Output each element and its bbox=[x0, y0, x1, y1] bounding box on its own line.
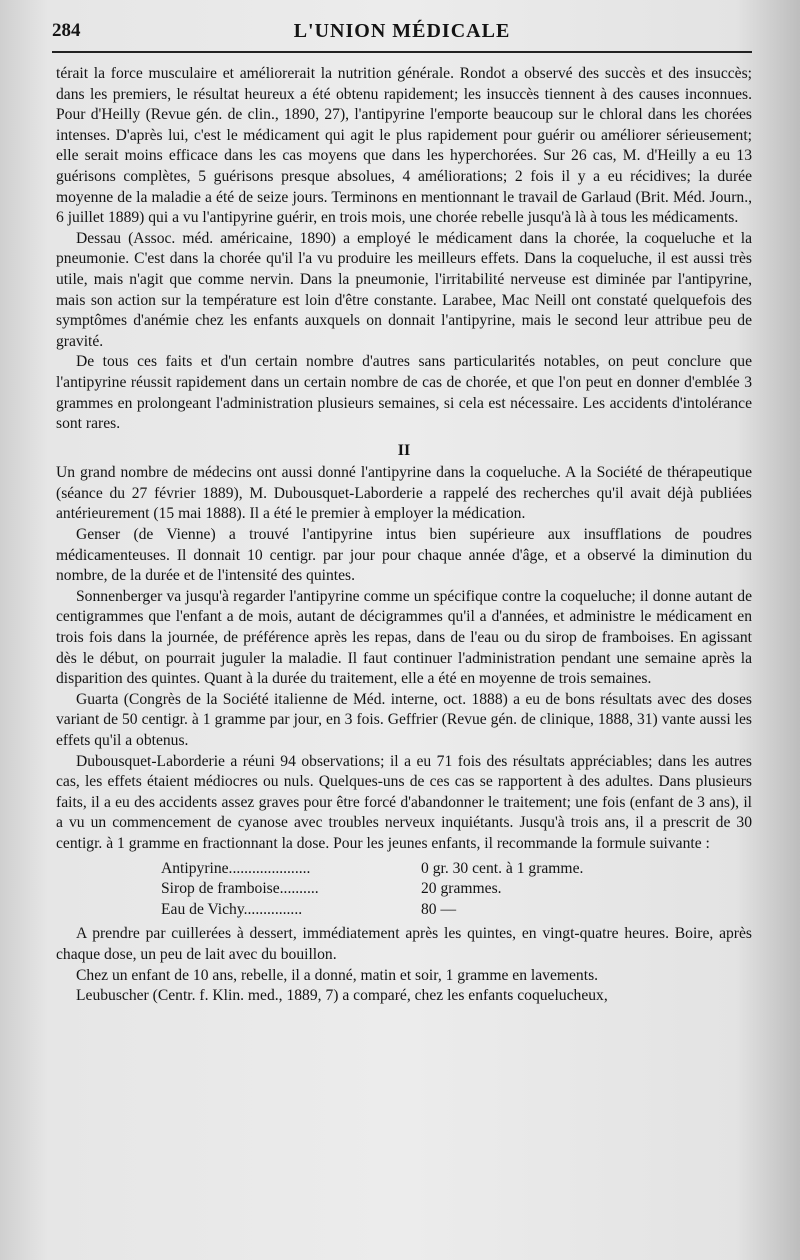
header-rule bbox=[52, 51, 752, 53]
paragraph: Sonnenberger va jusqu'à regarder l'antipyrine comme un spécifique contre la coqueluche; il donne autant de centigrammes que l'enfant a de mois, autant de décigrammes qu'il a d'années, et administre le médicament en trois fois dans la journée, de préférence après les repas, dans de l'eau ou du sirop de framboises. En agissant dès le début, on pourrait juguler la maladie. Il faut continuer l'administration pendant une semaine après la disparition des quintes. Quant à la durée du traitement, elle a été en moyenne de trois semaines. bbox=[56, 587, 752, 688]
section-heading: II bbox=[397, 441, 411, 459]
formula-row bbox=[161, 900, 701, 921]
ingredient-name: Sirop de framboise.......... bbox=[161, 880, 319, 898]
paragraph: Chez un enfant de 10 ans, rebelle, il a donné, matin et soir, 1 gramme en lavements. bbox=[76, 966, 599, 984]
article-body bbox=[56, 64, 752, 1007]
paragraph: térait la force musculaire et améliorerait la nutrition générale. Rondot a observé des succès et des insuccès; dans les premiers, le résultat heureux a été obtenu rapidement; les insuccès tiennent à des causes inconnues. Pour d'Heilly (Revue gén. de clin., 1890, 27), l'antipyrine l'emporte beaucoup sur le chloral dans les chorées intenses. D'après lui, c'est le médicament qui agit le plus rapidement pour guérir ou améliorer sérieusement; elle serait moins efficace dans les cas moyens que dans les hyperchorées. Sur 26 cas, M. d'Heilly a eu 13 guérisons complètes, 5 guérisons presque absolues, 4 améliorations; 2 fois il y a eu récidives; la durée moyenne de la maladie a été de seize jours. Terminons en mentionnant le travail de Garlaud (Brit. Méd. Journ., 6 juillet 1889) qui a vu l'antipyrine guérir, en trois mois, une chorée rebelle jusqu'à là à tous les médicaments. bbox=[56, 65, 752, 227]
paragraph: Un grand nombre de médecins ont aussi donné l'antipyrine dans la coqueluche. A la Société de thérapeutique (séance du 27 février 1889), M. Dubousquet-Laborderie a rappelé des recherches qu'il avait déjà publiées antérieurement (15 mai 1888). Il a été le premier à employer la médication. bbox=[56, 464, 752, 523]
page-number: 284 bbox=[52, 20, 81, 41]
journal-title: L'UNION MÉDICALE bbox=[293, 20, 511, 42]
page-header bbox=[52, 20, 752, 48]
paragraph: De tous ces faits et d'un certain nombre d'autres sans particularités notables, on peut conclure que l'antipyrine réussit rapidement dans un certain nombre de cas de chorée, et que l'on peut en donner d'emblée 3 grammes en prolongeant l'administration plusieurs semaines, si cela est nécessaire. Les accidents d'intolérance sont rares. bbox=[56, 353, 752, 433]
ingredient-name: Eau de Vichy............... bbox=[161, 900, 303, 918]
paragraph: A prendre par cuillerées à dessert, immédiatement après les quintes, en vingt-quatre heures. Boire, après chaque dose, un peu de lait avec du bouillon. bbox=[56, 925, 752, 963]
formula-row bbox=[161, 879, 701, 900]
paragraph: Dubousquet-Laborderie a réuni 94 observations; il a eu 71 fois des résultats appréciables; dans les autres cas, les effets étaient médiocres ou nuls. Quelques-uns de ces cas se rapportent à des adultes. Dans plusieurs faits, il a eu des accidents assez graves pour être forcé d'abandonner le traitement; une fois (enfant de 3 ans), il a vu un commencement de cyanose avec troubles nerveux inquiétants. Jusqu'à trois ans, il a prescrit de 30 centigr. à 1 gramme en fractionnant la dose. Pour les jeunes enfants, il recommande la formule suivante : bbox=[56, 752, 752, 852]
ingredient-dose: 20 grammes. bbox=[421, 880, 502, 898]
paragraph: Leubuscher (Centr. f. Klin. med., 1889, 7) a comparé, chez les enfants coqueluchеux, bbox=[76, 987, 608, 1005]
paragraph: Genser (de Vienne) a trouvé l'antipyrine intus bien supérieure aux insufflations de poudres médicamenteuses. Il donnait 10 centigr. par jour pour chaque année d'âge, et a observé la diminution du nombre, de la durée et de l'intensité des quintes. bbox=[56, 526, 752, 585]
ingredient-dose: 80 — bbox=[421, 900, 457, 918]
ingredient-name: Antipyrine..................... bbox=[161, 859, 311, 877]
paragraph: Guarta (Congrès de la Société italienne de Méd. interne, oct. 1888) a eu de bons résultats avec des doses variant de 50 centigr. à 1 gramme par jour, en 3 fois. Geffrier (Revue gén. de clinique, 1888, 31) vante aussi les effets qu'il a obtenus. bbox=[56, 690, 752, 749]
prescription-formula bbox=[161, 859, 701, 921]
formula-row bbox=[161, 859, 701, 880]
paragraph: Dessau (Assoc. méd. américaine, 1890) a employé le médicament dans la chorée, la coqueluche et la pneumonie. C'est dans la chorée qu'il l'a vu produire les meilleurs effets. Dans la coqueluche, il est aussi très utile, mais n'agit que comme nervin. Dans la pneumonie, l'irritabilité nerveuse est diminée par l'antipyrine, mais son action sur la température est loin d'être constante. Larabee, Mac Neill ont constaté quelquefois des symptômes d'anémie chez les enfants auxquels on donnait l'antipyrine, mais le second leur attribue peu de gravité. bbox=[56, 229, 752, 350]
ingredient-dose: 0 gr. 30 cent. à 1 gramme. bbox=[421, 859, 584, 877]
